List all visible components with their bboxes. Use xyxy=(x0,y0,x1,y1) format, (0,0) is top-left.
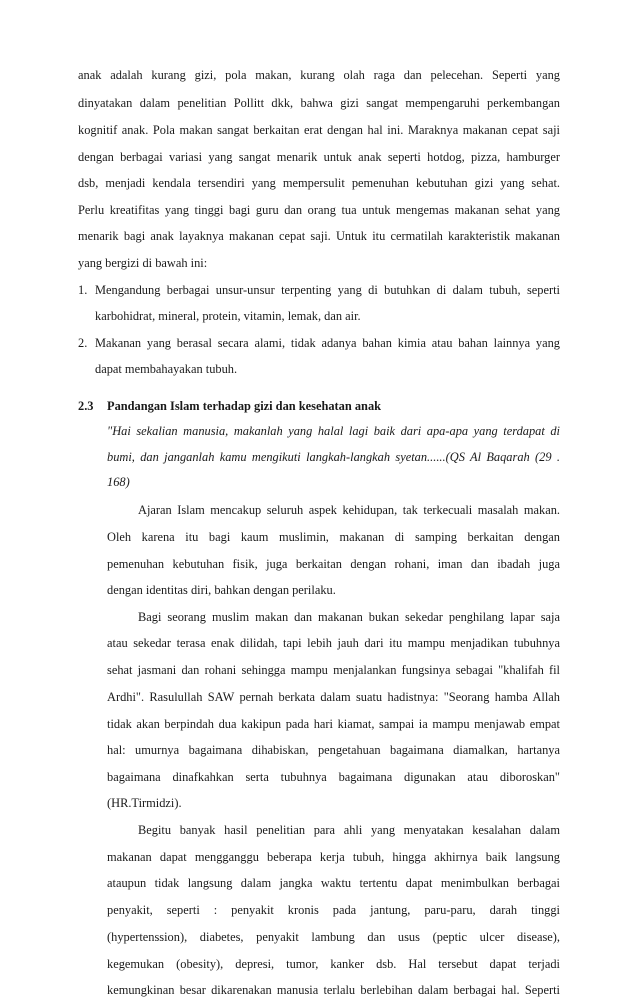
intro-line: dsb, menjadi kendala tersendiri yang mempersulit pemenuhan kebutuhan gizi yang sehat. xyxy=(78,176,560,190)
paragraph-line: ataupun tidak langsung dalam jangka waktu tertentu dapat menimbulkan berbagai xyxy=(107,876,560,890)
list-line: Mengandung berbagai unsur-unsur terpenting yang di butuhkan di dalam tubuh, seperti xyxy=(95,283,560,297)
paragraph-line: atau sekedar terasa enak dilidah, tapi lebih jauh dari itu mampu menjadikan tubuhnya xyxy=(107,636,560,650)
section-number: 2.3 xyxy=(78,399,94,413)
paragraph-line: Ardhi". Rasulullah SAW pernah berkata dalam suatu hadistnya: "Seorang hamba Allah xyxy=(107,690,560,704)
intro-line: menarik bagi anak layaknya makanan cepat saji. Untuk itu cermatilah karakteristik makanan xyxy=(78,229,560,243)
list-number: 2. xyxy=(78,336,88,350)
paragraph-line: pemenuhan kebutuhan fisik, juga berkaitan dengan rohani, iman dan ibadah juga xyxy=(107,557,560,571)
paragraph-line: bagaimana dinafkahkan serta tubuhnya bagaimana digunakan atau diboroskan" xyxy=(107,770,560,784)
paragraph-line: hal: umurnya bagaimana dihabiskan, pengetahuan bagaimana diamalkan, hartanya xyxy=(107,743,560,757)
list-line: Makanan yang berasal secara alami, tidak adanya bahan kimia atau bahan lainnya yang xyxy=(95,336,560,350)
quote-line: bumi, dan janganlah kamu mengikuti langkah-langkah syetan......(QS Al Baqarah (29 . xyxy=(107,450,560,464)
paragraph-line: (HR.Tirmidzi). xyxy=(107,796,182,810)
intro-line: dinyatakan dalam penelitian Pollitt dkk, bahwa gizi sangat mempengaruhi perkembangan xyxy=(78,96,560,110)
paragraph-line: Ajaran Islam mencakup seluruh aspek kehidupan, tak terkecuali masalah makan. xyxy=(138,503,560,517)
quote-line: 168) xyxy=(107,475,130,489)
quote-line: "Hai sekalian manusia, makanlah yang halal lagi baik dari apa-apa yang terdapat di xyxy=(107,424,560,438)
paragraph-line: kemungkinan besar dikarenakan manusia terlalu berlebihan dalam berbagai hal. Seperti xyxy=(107,983,560,997)
list-number: 1. xyxy=(78,283,88,297)
intro-line: Perlu kreatifitas yang tinggi bagi guru dan orang tua untuk mengemas makanan sehat yang xyxy=(78,203,560,217)
intro-line: kognitif anak. Pola makan sangat berkaitan erat dengan hal ini. Maraknya makanan cepat saji xyxy=(78,123,560,137)
intro-line: anak adalah kurang gizi, pola makan, kurang olah raga dan pelecehan. Seperti yang xyxy=(78,68,560,82)
paragraph-line: sehat jasmani dan rohani sehingga mampu menjalankan fungsinya sebagai "khalifah fil xyxy=(107,663,560,677)
section-title: Pandangan Islam terhadap gizi dan kesehatan anak xyxy=(107,399,382,413)
paragraph-line: penyakit, seperti : penyakit kronis pada jantung, paru-paru, darah tinggi xyxy=(107,903,560,917)
paragraph-line: Begitu banyak hasil penelitian para ahli yang menyatakan kesalahan dalam xyxy=(138,823,560,837)
paragraph-line: tidak akan berpindah dua kakipun pada hari kiamat, sampai ia mampu menjawab empat xyxy=(107,717,560,731)
intro-line: dengan berbagai variasi yang sangat menarik untuk anak seperti hotdog, pizza, hamburger xyxy=(78,150,560,164)
paragraph-line: (hypertenssion), diabetes, penyakit lambung dan usus (peptic ulcer disease), xyxy=(107,930,560,944)
paragraph-line: dengan identitas diri, bahkan dengan perilaku. xyxy=(107,583,336,597)
list-line: karbohidrat, mineral, protein, vitamin, lemak, dan air. xyxy=(95,309,361,323)
paragraph-line: Oleh karena itu bagi kaum muslimin, makanan di samping berkaitan dengan xyxy=(107,530,560,544)
paragraph-line: Bagi seorang muslim makan dan makanan bukan sekedar penghilang lapar saja xyxy=(138,610,560,624)
list-line: dapat membahayakan tubuh. xyxy=(95,362,238,376)
paragraph-line: makanan dapat mengganggu beberapa kerja tubuh, hingga akhirnya baik langsung xyxy=(107,850,560,864)
paragraph-line: kegemukan (obesity), depresi, tumor, kanker dsb. Hal tersebut dapat terjadi xyxy=(107,957,560,971)
intro-line: yang bergizi di bawah ini: xyxy=(78,256,208,270)
